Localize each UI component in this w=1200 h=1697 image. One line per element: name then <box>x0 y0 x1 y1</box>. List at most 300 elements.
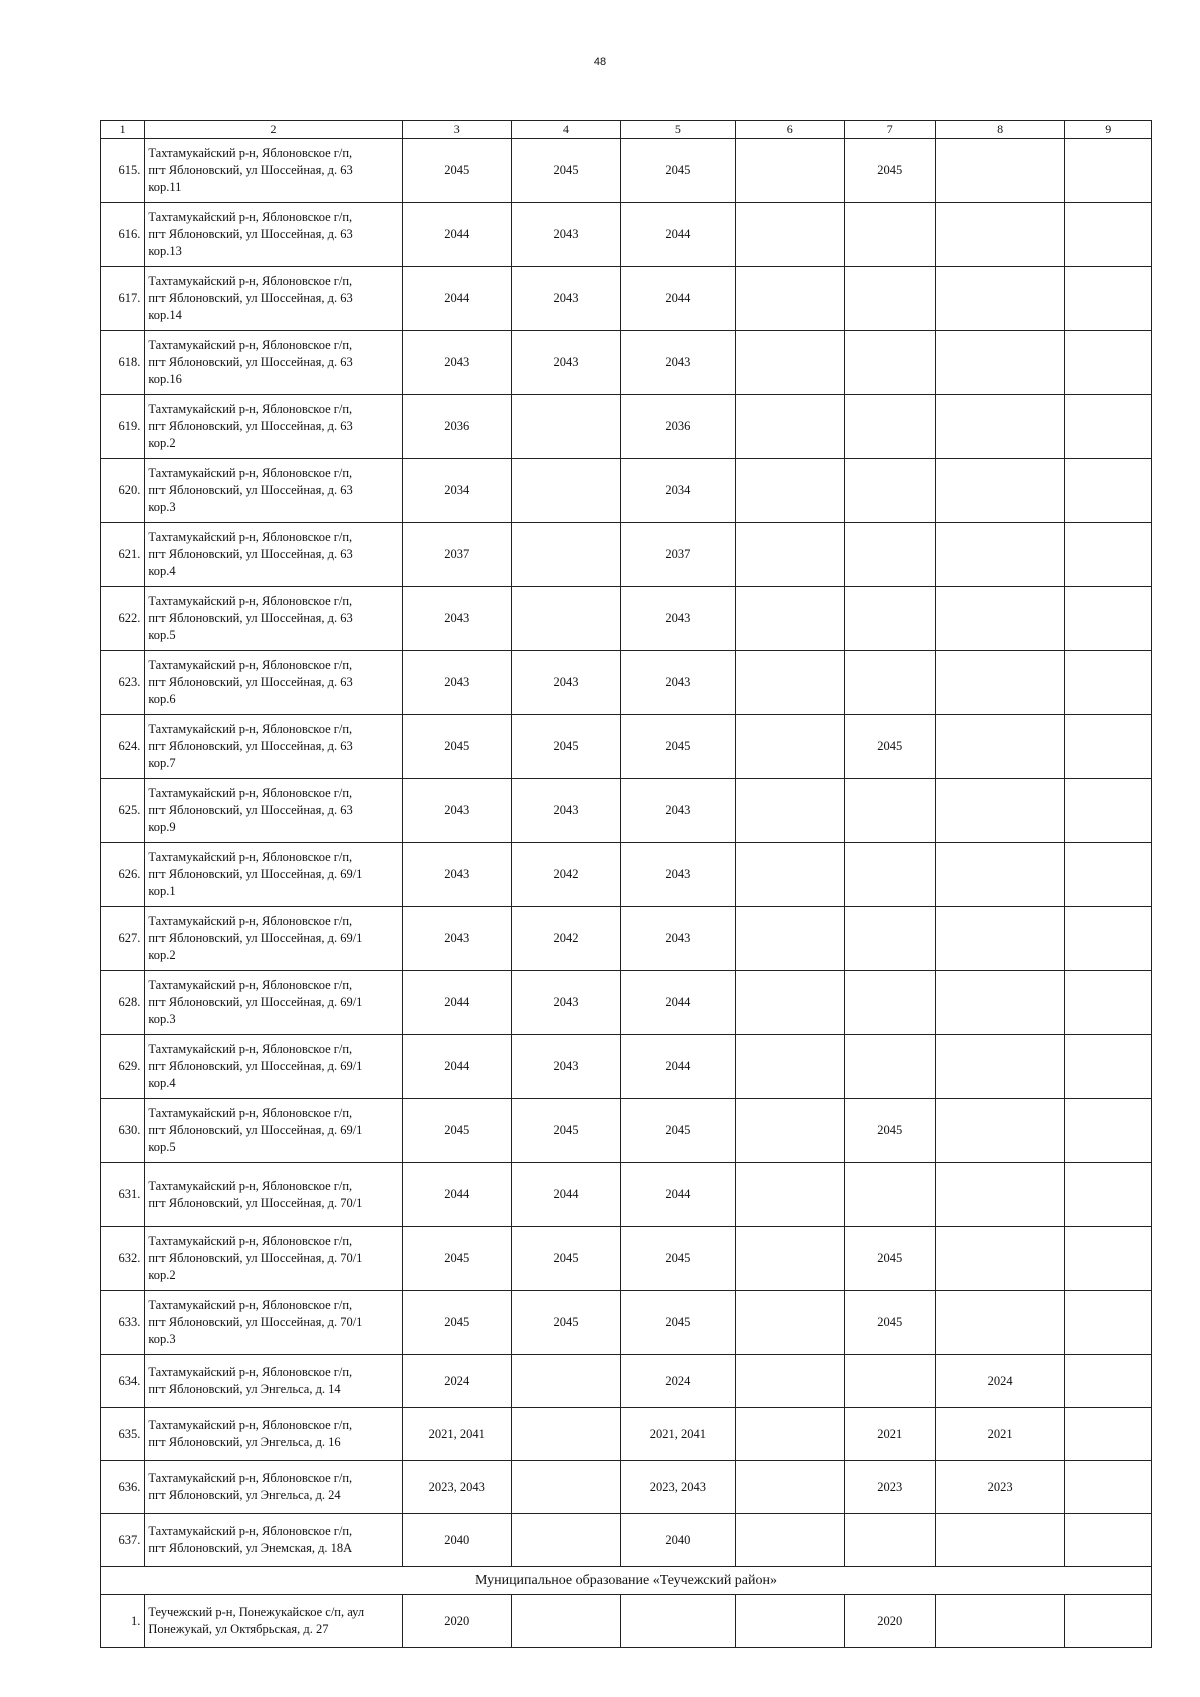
address-cell <box>145 779 402 843</box>
value-cell-9 <box>1065 395 1152 459</box>
value-cell-8 <box>935 907 1065 971</box>
value-cell-7 <box>844 587 935 651</box>
section-title: Муниципальное образование «Теучежский район» <box>101 1567 1152 1595</box>
address-line: пгт Яблоновский, ул Шоссейная, д. 63 <box>148 803 353 817</box>
row-number-cell: 629. <box>101 1035 145 1099</box>
value-cell-4 <box>511 1595 620 1648</box>
value-cell-9 <box>1065 139 1152 203</box>
row-number-cell: 628. <box>101 971 145 1035</box>
value-cell-3: 2043 <box>402 651 511 715</box>
column-header: 2 <box>145 121 402 139</box>
table-row <box>101 907 1152 971</box>
value-cell-9 <box>1065 843 1152 907</box>
address-line: кор.4 <box>148 564 176 578</box>
address-line: кор.9 <box>148 820 176 834</box>
value-cell-5: 2034 <box>621 459 736 523</box>
value-cell-7 <box>844 203 935 267</box>
address-line: Тахтамукайский р-н, Яблоновское г/п, <box>148 1418 353 1432</box>
value-cell-5: 2021, 2041 <box>621 1408 736 1461</box>
value-cell-4: 2043 <box>511 331 620 395</box>
value-cell-3: 2023, 2043 <box>402 1461 511 1514</box>
value-cell-6 <box>735 587 844 651</box>
address-line: пгт Яблоновский, ул Шоссейная, д. 69/1 <box>148 867 363 881</box>
value-cell-5: 2045 <box>621 715 736 779</box>
address-line: Тахтамукайский р-н, Яблоновское г/п, <box>148 1106 353 1120</box>
row-number-cell: 633. <box>101 1291 145 1355</box>
value-cell-8 <box>935 843 1065 907</box>
address-cell <box>145 1408 402 1461</box>
column-header: 6 <box>735 121 844 139</box>
value-cell-7 <box>844 907 935 971</box>
value-cell-8 <box>935 203 1065 267</box>
value-cell-6 <box>735 395 844 459</box>
value-cell-9 <box>1065 459 1152 523</box>
table-row <box>101 1291 1152 1355</box>
value-cell-9 <box>1065 1291 1152 1355</box>
address-line: кор.3 <box>148 1012 176 1026</box>
value-cell-6 <box>735 459 844 523</box>
table-row <box>101 1163 1152 1227</box>
address-line: кор.5 <box>148 1140 176 1154</box>
value-cell-8 <box>935 715 1065 779</box>
row-number-cell: 1. <box>101 1595 145 1648</box>
value-cell-8: 2023 <box>935 1461 1065 1514</box>
value-cell-9 <box>1065 587 1152 651</box>
value-cell-5: 2043 <box>621 779 736 843</box>
value-cell-8 <box>935 651 1065 715</box>
table-row <box>101 843 1152 907</box>
row-number-cell: 615. <box>101 139 145 203</box>
address-cell <box>145 1291 402 1355</box>
row-number-cell: 637. <box>101 1514 145 1567</box>
table-row <box>101 651 1152 715</box>
value-cell-4: 2042 <box>511 907 620 971</box>
value-cell-9 <box>1065 203 1152 267</box>
row-number-cell: 631. <box>101 1163 145 1227</box>
value-cell-7 <box>844 779 935 843</box>
address-cell <box>145 1099 402 1163</box>
table-row <box>101 1595 1152 1648</box>
value-cell-5: 2036 <box>621 395 736 459</box>
address-line: пгт Яблоновский, ул Энемская, д. 18А <box>148 1541 353 1555</box>
address-line: Тахтамукайский р-н, Яблоновское г/п, <box>148 146 353 160</box>
value-cell-6 <box>735 1355 844 1408</box>
value-cell-9 <box>1065 1408 1152 1461</box>
value-cell-6 <box>735 331 844 395</box>
value-cell-6 <box>735 1035 844 1099</box>
value-cell-5: 2043 <box>621 907 736 971</box>
value-cell-7 <box>844 1163 935 1227</box>
address-line: Тахтамукайский р-н, Яблоновское г/п, <box>148 594 353 608</box>
table-row <box>101 203 1152 267</box>
address-line: Теучежский р-н, Понежукайское с/п, аул <box>148 1605 365 1619</box>
value-cell-8 <box>935 587 1065 651</box>
address-cell <box>145 395 402 459</box>
address-line: Тахтамукайский р-н, Яблоновское г/п, <box>148 978 353 992</box>
value-cell-6 <box>735 267 844 331</box>
table-row <box>101 395 1152 459</box>
row-number-cell: 624. <box>101 715 145 779</box>
value-cell-4 <box>511 1461 620 1514</box>
address-line: кор.16 <box>148 372 182 386</box>
value-cell-4: 2043 <box>511 651 620 715</box>
address-line: кор.3 <box>148 1332 176 1346</box>
value-cell-5: 2037 <box>621 523 736 587</box>
address-cell <box>145 1461 402 1514</box>
value-cell-6 <box>735 1227 844 1291</box>
table-row <box>101 1227 1152 1291</box>
table-row <box>101 779 1152 843</box>
address-line: Тахтамукайский р-н, Яблоновское г/п, <box>148 210 353 224</box>
address-line: пгт Яблоновский, ул Шоссейная, д. 70/1 <box>148 1251 363 1265</box>
value-cell-8 <box>935 395 1065 459</box>
address-line: кор.7 <box>148 756 176 770</box>
address-line: кор.5 <box>148 628 176 642</box>
value-cell-6 <box>735 1099 844 1163</box>
value-cell-4 <box>511 1514 620 1567</box>
table-row <box>101 1408 1152 1461</box>
value-cell-3: 2043 <box>402 331 511 395</box>
address-line: Тахтамукайский р-н, Яблоновское г/п, <box>148 338 353 352</box>
value-cell-5: 2040 <box>621 1514 736 1567</box>
value-cell-7: 2045 <box>844 715 935 779</box>
value-cell-8 <box>935 1514 1065 1567</box>
value-cell-6 <box>735 1595 844 1648</box>
table-row <box>101 267 1152 331</box>
value-cell-6 <box>735 1163 844 1227</box>
address-line: пгт Яблоновский, ул Энгельса, д. 24 <box>148 1488 341 1502</box>
address-line: Тахтамукайский р-н, Яблоновское г/п, <box>148 658 353 672</box>
address-line: пгт Яблоновский, ул Шоссейная, д. 70/1 <box>148 1195 363 1210</box>
value-cell-4: 2043 <box>511 203 620 267</box>
address-cell <box>145 1514 402 1567</box>
value-cell-3: 2045 <box>402 1099 511 1163</box>
address-line: Тахтамукайский р-н, Яблоновское г/п, <box>148 722 353 736</box>
value-cell-7 <box>844 971 935 1035</box>
address-cell <box>145 1595 402 1648</box>
value-cell-3: 2044 <box>402 267 511 331</box>
address-cell <box>145 715 402 779</box>
value-cell-4 <box>511 587 620 651</box>
table-row <box>101 1355 1152 1408</box>
table-row <box>101 1461 1152 1514</box>
row-number-cell: 616. <box>101 203 145 267</box>
address-line: пгт Яблоновский, ул Шоссейная, д. 63 <box>148 355 353 369</box>
value-cell-9 <box>1065 523 1152 587</box>
address-cell <box>145 971 402 1035</box>
address-line: кор.14 <box>148 308 182 322</box>
value-cell-9 <box>1065 331 1152 395</box>
row-number-cell: 619. <box>101 395 145 459</box>
address-line: пгт Яблоновский, ул Шоссейная, д. 63 <box>148 739 353 753</box>
address-cell <box>145 651 402 715</box>
value-cell-7: 2020 <box>844 1595 935 1648</box>
value-cell-6 <box>735 1408 844 1461</box>
table-row <box>101 1099 1152 1163</box>
row-number-cell: 627. <box>101 907 145 971</box>
value-cell-3: 2040 <box>402 1514 511 1567</box>
value-cell-4: 2043 <box>511 1035 620 1099</box>
value-cell-6 <box>735 971 844 1035</box>
value-cell-3: 2044 <box>402 1035 511 1099</box>
value-cell-8 <box>935 459 1065 523</box>
value-cell-9 <box>1065 1355 1152 1408</box>
value-cell-4 <box>511 459 620 523</box>
address-line: Тахтамукайский р-н, Яблоновское г/п, <box>148 914 353 928</box>
table-body <box>101 139 1152 1648</box>
row-number-cell: 621. <box>101 523 145 587</box>
value-cell-7: 2045 <box>844 1227 935 1291</box>
address-line: пгт Яблоновский, ул Шоссейная, д. 69/1 <box>148 1123 363 1137</box>
value-cell-9 <box>1065 1163 1152 1227</box>
value-cell-3: 2043 <box>402 779 511 843</box>
value-cell-5: 2045 <box>621 1099 736 1163</box>
value-cell-4: 2045 <box>511 139 620 203</box>
address-line: Тахтамукайский р-н, Яблоновское г/п, <box>148 530 353 544</box>
value-cell-6 <box>735 779 844 843</box>
address-line: пгт Яблоновский, ул Энгельса, д. 14 <box>148 1382 341 1396</box>
address-line: Тахтамукайский р-н, Яблоновское г/п, <box>148 1234 353 1248</box>
address-line: Тахтамукайский р-н, Яблоновское г/п, <box>148 1365 353 1379</box>
value-cell-9 <box>1065 1461 1152 1514</box>
value-cell-4 <box>511 1355 620 1408</box>
row-number-cell: 626. <box>101 843 145 907</box>
address-line: пгт Яблоновский, ул Шоссейная, д. 63 <box>148 419 353 433</box>
value-cell-6 <box>735 139 844 203</box>
value-cell-5: 2044 <box>621 1035 736 1099</box>
table-row <box>101 139 1152 203</box>
column-header: 3 <box>402 121 511 139</box>
address-cell <box>145 843 402 907</box>
column-header-row <box>101 121 1152 139</box>
row-number-cell: 618. <box>101 331 145 395</box>
address-line: кор.13 <box>148 244 182 258</box>
value-cell-4: 2043 <box>511 267 620 331</box>
value-cell-5: 2043 <box>621 843 736 907</box>
value-cell-4: 2042 <box>511 843 620 907</box>
value-cell-3: 2024 <box>402 1355 511 1408</box>
table-row <box>101 587 1152 651</box>
table-row <box>101 971 1152 1035</box>
value-cell-4: 2045 <box>511 1227 620 1291</box>
address-line: пгт Яблоновский, ул Шоссейная, д. 70/1 <box>148 1315 363 1329</box>
value-cell-6 <box>735 907 844 971</box>
address-line: Тахтамукайский р-н, Яблоновское г/п, <box>148 274 353 288</box>
column-header: 1 <box>101 121 145 139</box>
value-cell-8 <box>935 971 1065 1035</box>
row-number-cell: 635. <box>101 1408 145 1461</box>
value-cell-9 <box>1065 971 1152 1035</box>
address-line: пгт Яблоновский, ул Энгельса, д. 16 <box>148 1435 341 1449</box>
row-number-cell: 630. <box>101 1099 145 1163</box>
row-number-cell: 622. <box>101 587 145 651</box>
address-cell <box>145 587 402 651</box>
address-line: кор.1 <box>148 884 176 898</box>
value-cell-4 <box>511 1408 620 1461</box>
value-cell-7 <box>844 843 935 907</box>
address-line: Тахтамукайский р-н, Яблоновское г/п, <box>148 850 353 864</box>
value-cell-9 <box>1065 715 1152 779</box>
address-line: Тахтамукайский р-н, Яблоновское г/п, <box>148 786 353 800</box>
value-cell-8 <box>935 523 1065 587</box>
value-cell-8 <box>935 1227 1065 1291</box>
value-cell-9 <box>1065 907 1152 971</box>
address-line: Тахтамукайский р-н, Яблоновское г/п, <box>148 1042 353 1056</box>
address-line: пгт Яблоновский, ул Шоссейная, д. 63 <box>148 291 353 305</box>
row-number-cell: 625. <box>101 779 145 843</box>
value-cell-9 <box>1065 1227 1152 1291</box>
address-line: кор.4 <box>148 1076 176 1090</box>
address-line: Тахтамукайский р-н, Яблоновское г/п, <box>148 1524 353 1538</box>
value-cell-7 <box>844 1355 935 1408</box>
value-cell-4 <box>511 395 620 459</box>
address-cell <box>145 1355 402 1408</box>
value-cell-7: 2045 <box>844 1291 935 1355</box>
value-cell-7: 2045 <box>844 139 935 203</box>
value-cell-3: 2044 <box>402 1163 511 1227</box>
value-cell-8: 2021 <box>935 1408 1065 1461</box>
value-cell-8 <box>935 331 1065 395</box>
column-header: 4 <box>511 121 620 139</box>
value-cell-4: 2045 <box>511 1099 620 1163</box>
value-cell-8 <box>935 779 1065 843</box>
value-cell-8 <box>935 139 1065 203</box>
value-cell-6 <box>735 523 844 587</box>
table-row <box>101 715 1152 779</box>
value-cell-7: 2023 <box>844 1461 935 1514</box>
address-line: пгт Яблоновский, ул Шоссейная, д. 63 <box>148 611 353 625</box>
address-line: пгт Яблоновский, ул Шоссейная, д. 69/1 <box>148 1059 363 1073</box>
address-cell <box>145 459 402 523</box>
value-cell-8 <box>935 1595 1065 1648</box>
value-cell-9 <box>1065 1514 1152 1567</box>
column-header: 5 <box>621 121 736 139</box>
value-cell-6 <box>735 843 844 907</box>
address-line: Тахтамукайский р-н, Яблоновское г/п, <box>148 466 353 480</box>
value-cell-4: 2045 <box>511 715 620 779</box>
value-cell-5: 2043 <box>621 651 736 715</box>
value-cell-9 <box>1065 651 1152 715</box>
row-number-cell: 634. <box>101 1355 145 1408</box>
address-line: пгт Яблоновский, ул Шоссейная, д. 63 <box>148 483 353 497</box>
column-header: 9 <box>1065 121 1152 139</box>
address-line: Понежукай, ул Октябрьская, д. 27 <box>148 1622 329 1636</box>
value-cell-7 <box>844 459 935 523</box>
address-line: кор.2 <box>148 948 176 962</box>
value-cell-5: 2043 <box>621 587 736 651</box>
row-number-cell: 617. <box>101 267 145 331</box>
value-cell-3: 2043 <box>402 587 511 651</box>
address-cell <box>145 267 402 331</box>
address-cell <box>145 1035 402 1099</box>
value-cell-3: 2020 <box>402 1595 511 1648</box>
value-cell-8 <box>935 267 1065 331</box>
value-cell-4 <box>511 523 620 587</box>
value-cell-6 <box>735 715 844 779</box>
address-cell <box>145 523 402 587</box>
value-cell-5: 2024 <box>621 1355 736 1408</box>
address-line: кор.11 <box>148 180 182 194</box>
value-cell-8 <box>935 1163 1065 1227</box>
value-cell-3: 2044 <box>402 971 511 1035</box>
value-cell-3: 2044 <box>402 203 511 267</box>
value-cell-7 <box>844 395 935 459</box>
value-cell-8: 2024 <box>935 1355 1065 1408</box>
address-line: пгт Яблоновский, ул Шоссейная, д. 63 <box>148 675 353 689</box>
value-cell-9 <box>1065 1099 1152 1163</box>
value-cell-3: 2043 <box>402 907 511 971</box>
value-cell-8 <box>935 1291 1065 1355</box>
row-number-cell: 632. <box>101 1227 145 1291</box>
value-cell-7 <box>844 1035 935 1099</box>
value-cell-3: 2045 <box>402 1291 511 1355</box>
value-cell-7 <box>844 331 935 395</box>
section-row <box>101 1567 1152 1595</box>
column-header: 7 <box>844 121 935 139</box>
value-cell-4: 2045 <box>511 1291 620 1355</box>
value-cell-6 <box>735 203 844 267</box>
table-row <box>101 1514 1152 1567</box>
value-cell-5: 2043 <box>621 331 736 395</box>
value-cell-9 <box>1065 267 1152 331</box>
value-cell-5 <box>621 1595 736 1648</box>
address-line: Тахтамукайский р-н, Яблоновское г/п, <box>148 1178 353 1193</box>
address-cell <box>145 1163 402 1227</box>
value-cell-4: 2043 <box>511 971 620 1035</box>
table-row <box>101 459 1152 523</box>
value-cell-5: 2044 <box>621 203 736 267</box>
address-line: кор.2 <box>148 1268 176 1282</box>
table-row <box>101 331 1152 395</box>
address-cell <box>145 139 402 203</box>
address-line: Тахтамукайский р-н, Яблоновское г/п, <box>148 1471 353 1485</box>
value-cell-9 <box>1065 779 1152 843</box>
data-table <box>100 120 1152 1648</box>
value-cell-8 <box>935 1035 1065 1099</box>
value-cell-6 <box>735 1514 844 1567</box>
row-number-cell: 623. <box>101 651 145 715</box>
value-cell-3: 2045 <box>402 715 511 779</box>
value-cell-5: 2044 <box>621 267 736 331</box>
value-cell-4: 2044 <box>511 1163 620 1227</box>
value-cell-6 <box>735 1461 844 1514</box>
address-line: Тахтамукайский р-н, Яблоновское г/п, <box>148 402 353 416</box>
value-cell-7 <box>844 1514 935 1567</box>
value-cell-7 <box>844 267 935 331</box>
value-cell-3: 2021, 2041 <box>402 1408 511 1461</box>
value-cell-7: 2045 <box>844 1099 935 1163</box>
value-cell-6 <box>735 651 844 715</box>
value-cell-5: 2045 <box>621 139 736 203</box>
value-cell-5: 2044 <box>621 971 736 1035</box>
row-number-cell: 620. <box>101 459 145 523</box>
address-cell <box>145 203 402 267</box>
value-cell-9 <box>1065 1035 1152 1099</box>
value-cell-3: 2034 <box>402 459 511 523</box>
column-header: 8 <box>935 121 1065 139</box>
value-cell-6 <box>735 1291 844 1355</box>
page-number: 48 <box>593 56 607 68</box>
address-line: пгт Яблоновский, ул Шоссейная, д. 69/1 <box>148 995 363 1009</box>
value-cell-5: 2044 <box>621 1163 736 1227</box>
address-line: кор.3 <box>148 500 176 514</box>
address-line: пгт Яблоновский, ул Шоссейная, д. 63 <box>148 163 353 177</box>
value-cell-3: 2045 <box>402 1227 511 1291</box>
value-cell-3: 2037 <box>402 523 511 587</box>
value-cell-8 <box>935 1099 1065 1163</box>
value-cell-3: 2036 <box>402 395 511 459</box>
address-line: Тахтамукайский р-н, Яблоновское г/п, <box>148 1298 353 1312</box>
